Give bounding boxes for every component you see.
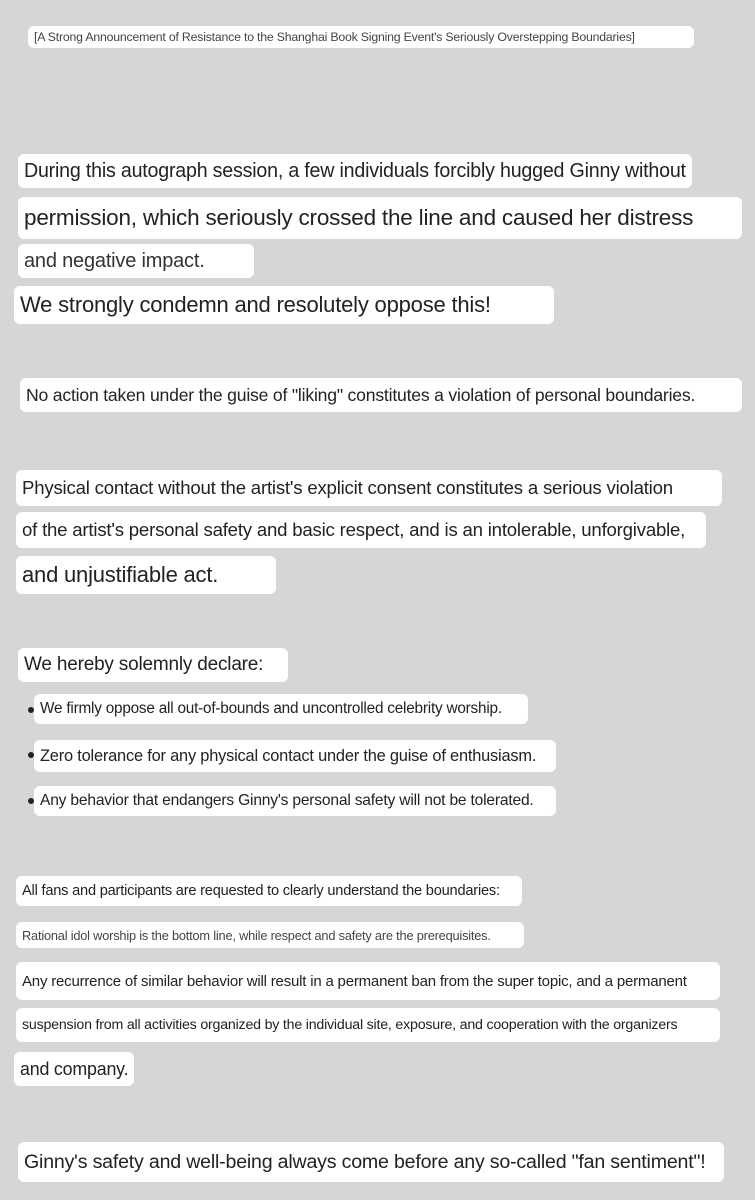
paragraph-3-line-1: Physical contact without the artist's explicit consent constitutes a serious violation: [16, 470, 722, 506]
declare-item-3: Any behavior that endangers Ginny's personal safety will not be tolerated.: [34, 786, 556, 816]
declare-item-1: We firmly oppose all out-of-bounds and uncontrolled celebrity worship.: [34, 694, 528, 724]
paragraph-4-line-2: Rational idol worship is the bottom line, while respect and safety are the prerequisites.: [16, 922, 524, 948]
paragraph-3-line-3: and unjustifiable act.: [16, 556, 276, 594]
closing-statement: Ginny's safety and well-being always come before any so-called "fan sentiment"!: [18, 1142, 724, 1182]
paragraph-1-line-4: We strongly condemn and resolutely oppose this!: [14, 286, 554, 324]
paragraph-2: No action taken under the guise of "liking" constitutes a violation of personal boundaries.: [20, 378, 742, 412]
paragraph-1-line-3: and negative impact.: [18, 244, 254, 278]
declare-item-2: Zero tolerance for any physical contact under the guise of enthusiasm.: [34, 740, 556, 772]
paragraph-4-line-1: All fans and participants are requested to clearly understand the boundaries:: [16, 876, 522, 906]
paragraph-1-line-1: During this autograph session, a few individuals forcibly hugged Ginny without: [18, 154, 692, 188]
paragraph-1-line-2: permission, which seriously crossed the line and caused her distress: [18, 197, 742, 239]
announcement-title: [A Strong Announcement of Resistance to the Shanghai Book Signing Event's Seriously Overstepping Boundaries]: [28, 26, 694, 48]
declare-heading: We hereby solemnly declare:: [18, 648, 288, 682]
paragraph-4-line-5: and company.: [14, 1052, 134, 1086]
paragraph-4-line-3: Any recurrence of similar behavior will result in a permanent ban from the super topic, and a permanent: [16, 962, 720, 1000]
paragraph-3-line-2: of the artist's personal safety and basic respect, and is an intolerable, unforgivable,: [16, 512, 706, 548]
paragraph-4-line-4: suspension from all activities organized by the individual site, exposure, and cooperation with the organizers: [16, 1008, 720, 1042]
